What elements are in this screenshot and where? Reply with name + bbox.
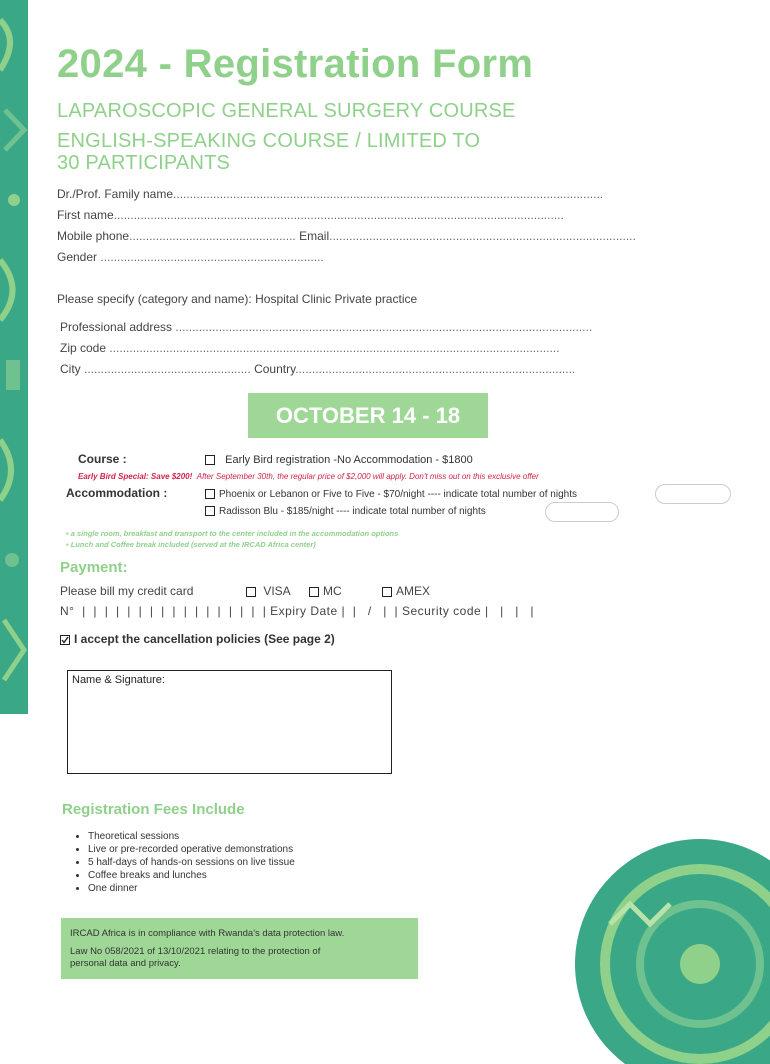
city-country-field[interactable]: City .................................................. Country.................................................................................... — [60, 362, 576, 376]
participants-subtitle: 30 PARTICIPANTS — [57, 152, 231, 174]
accommodation-1-label: Phoenix or Lebanon or Five to Five - $70/night ---- indicate total number of nights — [219, 489, 577, 500]
gender-label: Gender — [57, 250, 98, 264]
course-dates: OCTOBER 14 - 18 — [275, 402, 461, 428]
course-subtitle: LAPAROSCOPIC GENERAL SURGERY COURSE — [57, 100, 516, 122]
list-item: • One dinner — [88, 882, 295, 895]
accommodation-2-label: Radisson Blu - $185/night ---- indicate total number of nights — [219, 506, 486, 517]
amex-label: AMEX — [396, 584, 431, 598]
decorative-side-strip — [0, 0, 28, 714]
gender-field[interactable]: Gender ................................................................... — [57, 250, 324, 264]
list-item: • Live or pre-recorded operative demonstrations — [88, 843, 295, 856]
compliance-line-2: Law No 058/2021 of 13/10/2021 relating to the protection of — [70, 946, 321, 957]
accommodation-note-1: ▪ a single room, breakfast and transport to the center included in the accommodation options — [66, 529, 399, 538]
cancellation-label: I accept the cancellation policies (See page 2) — [74, 632, 335, 646]
first-name-field[interactable]: First name....................................................................................................................................... — [57, 208, 564, 222]
accommodation-label: Accommodation : — [66, 486, 168, 500]
visa-checkbox[interactable] — [246, 587, 256, 597]
card-number-row[interactable]: N° | | | | | | | | | | | | | | | | | Expiry Date | | / | | Security code | | | | — [60, 604, 535, 618]
mc-checkbox[interactable] — [309, 587, 319, 597]
mobile-label: Mobile phone — [57, 229, 130, 243]
accommodation-option-1[interactable] — [205, 489, 577, 500]
early-bird-option[interactable] — [205, 454, 473, 466]
signature-label: Name & Signature: — [72, 674, 165, 686]
email-label: Email — [299, 229, 330, 243]
card-number-label: N° — [60, 604, 75, 618]
payment-heading: Payment: — [60, 559, 128, 576]
accommodation-note-2: ▪ Lunch and Coffee break included (served at the IRCAD Africa center) — [66, 540, 316, 549]
amex-checkbox[interactable] — [382, 587, 392, 597]
checkmark-icon — [61, 636, 69, 644]
expiry-label: Expiry Date — [270, 604, 338, 618]
compliance-line-1: IRCAD Africa is in compliance with Rwanda's data protection law. — [70, 928, 345, 939]
compliance-box — [61, 918, 418, 979]
country-label: Country — [254, 362, 296, 376]
nights-input-1[interactable] — [655, 484, 731, 504]
mc-option[interactable] — [309, 584, 342, 598]
first-name-label: First name — [57, 208, 114, 222]
list-item: • Coffee breaks and lunches — [88, 869, 295, 882]
family-name-label: Dr./Prof. Family name — [57, 187, 174, 201]
prof-address-field[interactable]: Professional address ............................................................................................................................. — [60, 320, 593, 334]
page-title: 2024 - Registration Form — [57, 42, 534, 86]
course-dates-box — [248, 393, 488, 438]
family-name-field[interactable]: Dr./Prof. Family name................................................................................................................................. — [57, 187, 604, 201]
zip-field[interactable]: Zip code ....................................................................................................................................... — [60, 341, 560, 355]
security-label: Security code — [402, 604, 482, 618]
fees-list — [72, 830, 295, 895]
amex-option[interactable] — [382, 584, 430, 598]
mobile-email-field[interactable]: Mobile phone.................................................. Email............................................................................................ — [57, 229, 636, 243]
early-bird-special — [78, 472, 539, 481]
early-bird-checkbox[interactable] — [205, 455, 215, 465]
course-label: Course : — [78, 452, 127, 466]
signature-box[interactable] — [67, 670, 392, 774]
early-bird-label: Early Bird registration -No Accommodation - $1800 — [225, 454, 473, 466]
accommodation-2-checkbox[interactable] — [205, 506, 215, 516]
accommodation-1-checkbox[interactable] — [205, 489, 215, 499]
prof-address-label: Professional address — [60, 320, 173, 334]
category-text: Please specify (category and name): Hospital Clinic Private practice — [57, 292, 418, 306]
bill-label: Please bill my credit card — [60, 584, 194, 598]
list-item: • 5 half-days of hands-on sessions on live tissue — [88, 856, 295, 869]
compliance-line-3: personal data and privacy. — [70, 958, 181, 969]
accommodation-note-1-text: a single room, breakfast and transport to the center included in the accommodation options — [70, 529, 399, 538]
accommodation-note-2-text: Lunch and Coffee break included (served at the IRCAD Africa center) — [70, 540, 316, 549]
fees-heading: Registration Fees Include — [62, 801, 245, 818]
nights-input-2[interactable] — [545, 502, 619, 522]
language-subtitle: ENGLISH-SPEAKING COURSE / LIMITED TO — [57, 130, 481, 152]
accommodation-option-2[interactable] — [205, 506, 486, 517]
decorative-corner-art — [570, 834, 770, 1064]
early-bird-special-title: Early Bird Special: Save $200! — [78, 472, 193, 481]
visa-label: VISA — [263, 584, 291, 598]
zip-label: Zip code — [60, 341, 107, 355]
cancellation-policy[interactable] — [60, 632, 335, 646]
mc-label: MC — [323, 584, 342, 598]
early-bird-special-note: After September 30th, the regular price of $2,000 will apply. Don't miss out on this exclusive offer — [196, 472, 539, 481]
visa-option[interactable] — [246, 584, 291, 598]
city-label: City — [60, 362, 81, 376]
cancellation-checkbox[interactable] — [60, 635, 70, 645]
list-item: • Theoretical sessions — [88, 830, 295, 843]
